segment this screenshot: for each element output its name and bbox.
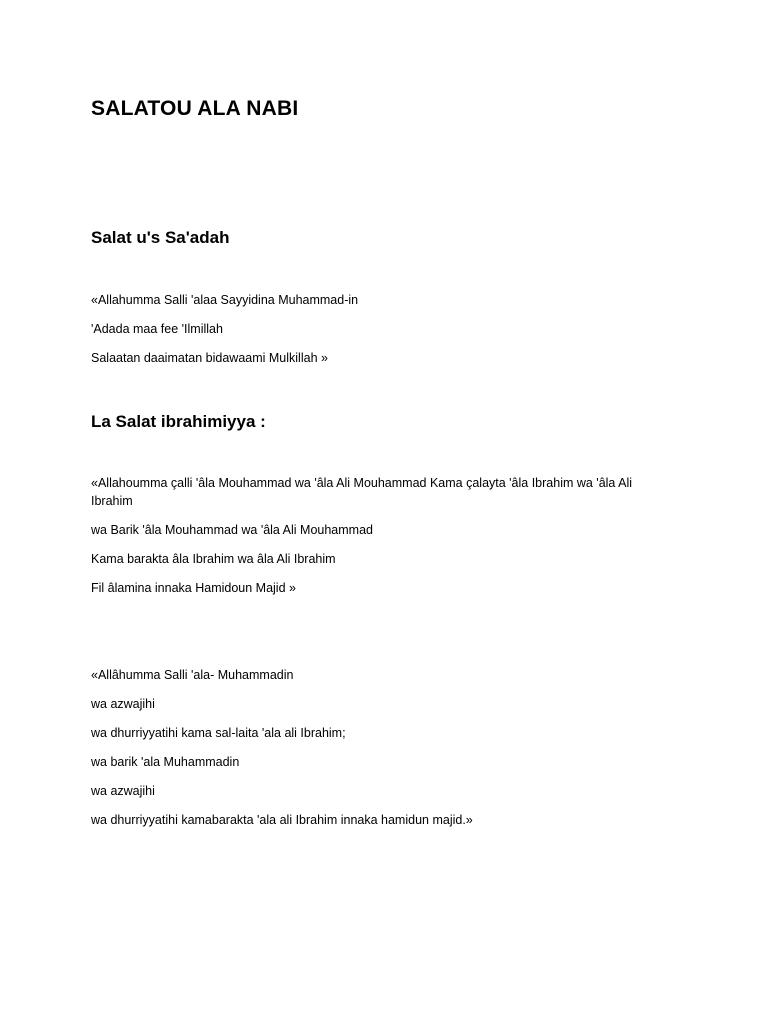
text-line: wa dhurriyyatihi kama sal-laita 'ala ali Ibrahim;: [91, 726, 346, 740]
text-line: «Allahumma Salli 'alaa Sayyidina Muhammad-in: [91, 293, 359, 307]
text-line: wa azwajihi: [91, 697, 155, 711]
text-line: «Allâhumma Salli 'ala- Muhammadin: [91, 668, 294, 682]
section-heading-salat-ibrahimiyya: La Salat ibrahimiyya :: [91, 412, 266, 431]
text-line: «Allahoumma çalli 'âla Mouhammad wa 'âla Ali Mouhammad Kama çalayta 'âla Ibrahim wa 'âla Ali Ibrahim: [91, 476, 633, 508]
text-line: wa barik 'ala Muhammadin: [91, 755, 240, 769]
text-line: wa dhurriyyatihi kamabarakta 'ala ali Ibrahim innaka hamidun majid.»: [91, 813, 473, 827]
text-line: Salaatan daaimatan bidawaami Mulkillah »: [91, 351, 328, 365]
text-line: 'Adada maa fee 'Ilmillah: [91, 322, 223, 336]
text-line: wa azwajihi: [91, 784, 155, 798]
text-line: wa Barik 'âla Mouhammad wa 'âla Ali Mouhammad: [91, 523, 373, 537]
text-line: Kama barakta âla Ibrahim wa âla Ali Ibrahim: [91, 552, 336, 566]
document-title: SALATOU ALA NABI: [91, 97, 299, 120]
section-heading-salat-us-saadah: Salat u's Sa'adah: [91, 228, 230, 247]
text-line: Fil âlamina innaka Hamidoun Majid »: [91, 581, 296, 595]
